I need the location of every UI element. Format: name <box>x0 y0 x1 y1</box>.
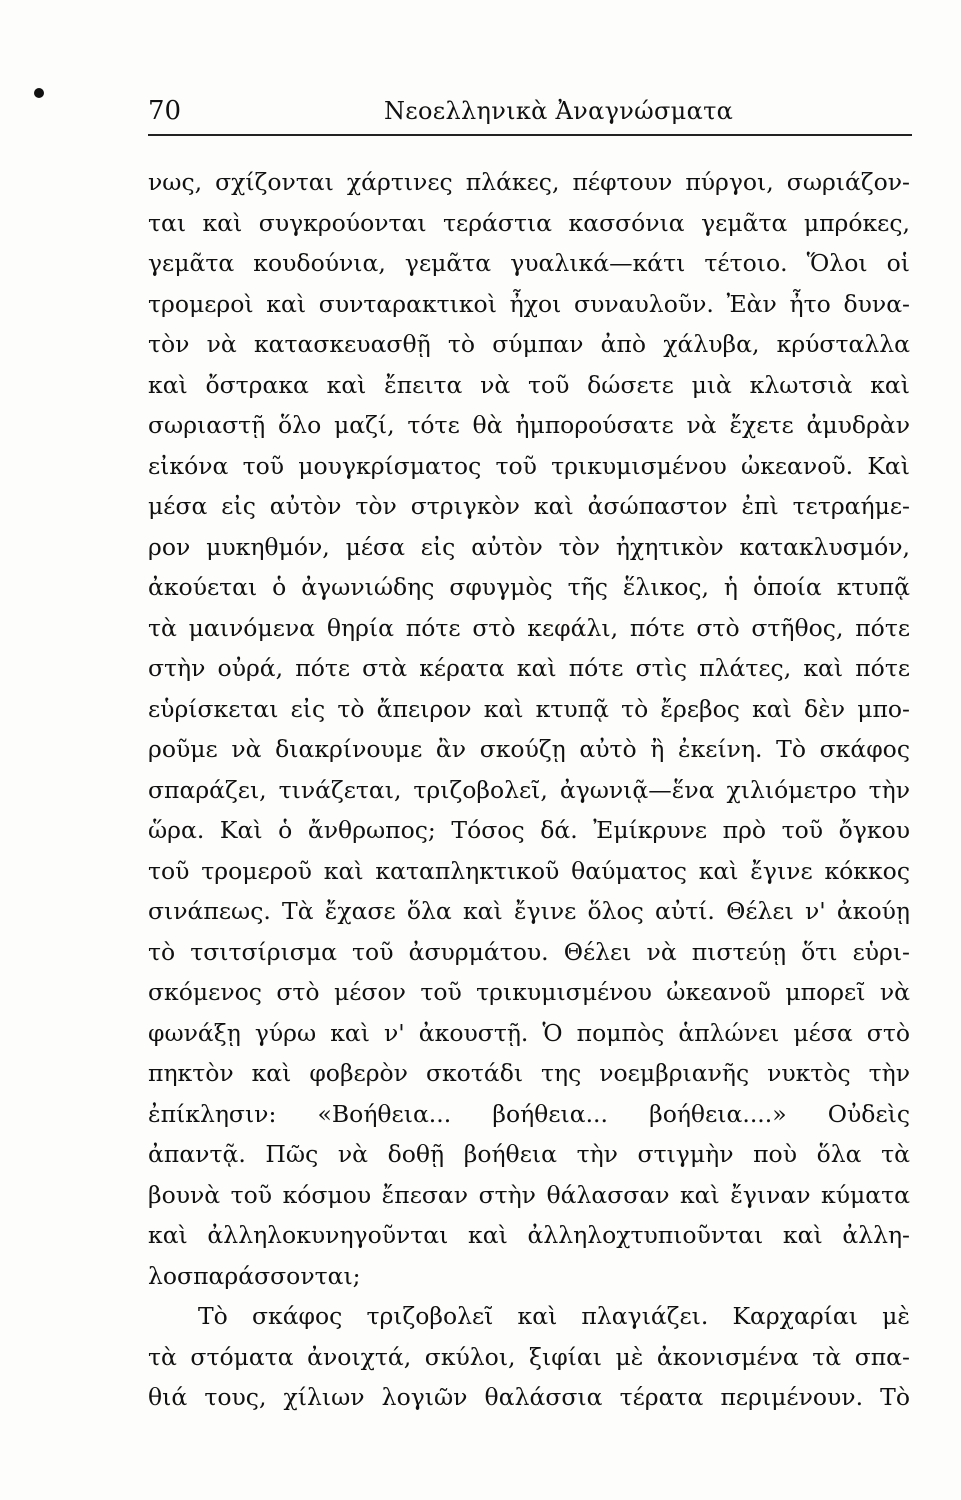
text-line: λοσπαράσσονται; <box>148 1261 361 1290</box>
running-title: Νεοελληνικὰ Ἀναγνώσματα <box>384 97 734 125</box>
text-line: εὑρίσκεται εἰς τὸ ἄπειρον καὶ κτυπᾷ τὸ ἔρεβος καὶ δὲν μπο- <box>148 694 910 723</box>
text-line: Τὸ σκάφος τριζοβολεῖ καὶ πλαγιάζει. Καρχαρίαι μὲ <box>198 1302 910 1330</box>
text-line: στὴν οὐρά, πότε στὰ κέρατα καὶ πότε στὶς πλάτες, καὶ πότε <box>148 654 910 682</box>
text-line: τὸ τσιτσίρισμα τοῦ ἀσυρμάτου. Θέλει νὰ πιστεύῃ ὅτι εὑρι- <box>148 937 910 966</box>
page-header <box>148 94 910 128</box>
text-line: καὶ ἀλληλοκυνηγοῦνται καὶ ἀλληλοχτυπιοῦνται καὶ ἀλλη- <box>148 1221 910 1249</box>
text-line: τὸν νὰ κατασκευασθῇ τὸ σύμπαν ἀπὸ χάλυβα, κρύσταλλα <box>148 330 910 358</box>
text-line: τὰ στόματα ἀνοιχτά, σκύλοι, ξιφίαι μὲ ἀκονισμένα τὰ σπα- <box>148 1342 910 1371</box>
text-line: ται καὶ συγκρούονται τεράστια κασσόνια γεμᾶτα μπρόκες, <box>148 208 910 237</box>
text-line: ἀκούεται ὁ ἀγωνιώδης σφυγμὸς τῆς ἕλικος, ἡ ὁποία κτυπᾷ <box>148 573 910 601</box>
text-line: σωριαστῇ ὅλο μαζί, τότε θὰ ἠμπορούσατε νὰ ἔχετε ἀμυδρὰν <box>148 411 910 439</box>
text-line: τὰ μαινόμενα θηρία πότε στὸ κεφάλι, πότε στὸ στῆθος, πότε <box>148 613 910 642</box>
text-line: τρομεροὶ καὶ συνταρακτικοὶ ἦχοι συναυλοῦν. Ἐὰν ἦτο δυνα- <box>148 289 910 318</box>
text-line: τοῦ τρομεροῦ καὶ καταπληκτικοῦ θαύματος καὶ ἔγινε κόκκος <box>148 856 910 885</box>
header-rule <box>148 134 912 136</box>
text-line: μέσα εἰς αὐτὸν τὸν στριγκὸν καὶ ἀσώπαστον ἐπὶ τετραήμε- <box>148 492 910 520</box>
text-line: ἐπίκλησιν: «Βοήθεια... βοήθεια... βοήθεια....» Οὐδεὶς <box>148 1099 910 1128</box>
text-line: σκόμενος στὸ μέσον τοῦ τρικυμισμένου ὠκεανοῦ μπορεῖ νὰ <box>148 978 910 1006</box>
body-text <box>148 162 910 1418</box>
text-line: νως, σχίζονται χάρτινες πλάκες, πέφτουν πύργοι, σωριάζον- <box>148 168 910 196</box>
margin-dot <box>34 88 44 98</box>
text-line: ὥρα. Καὶ ὁ ἄνθρωπος; Τόσος δά. Ἐμίκρυνε πρὸ τοῦ ὄγκου <box>148 816 910 844</box>
text-line: βουνὰ τοῦ κόσμου ἔπεσαν στὴν θάλασσαν καὶ ἔγιναν κύματα <box>148 1180 910 1209</box>
text-line: ροῦμε νὰ διακρίνουμε ἂν σκούζῃ αὐτὸ ἢ ἐκείνη. Τὸ σκάφος <box>148 735 910 763</box>
text-line: φωνάξῃ γύρω καὶ ν' ἀκουστῇ. Ὁ πομπὸς ἁπλώνει μέσα στὸ <box>148 1018 910 1047</box>
text-line: γεμᾶτα κουδούνια, γεμᾶτα γυαλικά—κάτι τέτοιο. Ὅλοι οἱ <box>148 249 910 277</box>
text-line: ἀπαντᾷ. Πῶς νὰ δοθῇ βοήθεια τὴν στιγμὴν ποὺ ὅλα τὰ <box>148 1140 910 1168</box>
text-line: σπαράζει, τινάζεται, τριζοβολεῖ, ἀγωνιᾷ—ἕνα χιλιόμετρο τὴν <box>148 775 910 804</box>
text-line: καὶ ὄστρακα καὶ ἔπειτα νὰ τοῦ δώσετε μιὰ κλωτσιὰ καὶ <box>148 370 910 399</box>
page-number: 70 <box>148 96 182 126</box>
text-line: σινάπεως. Τὰ ἔχασε ὅλα καὶ ἔγινε ὅλος αὐτί. Θέλει ν' ἀκούῃ <box>148 897 910 925</box>
text-line: πηκτὸν καὶ φοβερὸν σκοτάδι της νοεμβριανῆς νυκτὸς τὴν <box>148 1059 910 1087</box>
text-line: ρον μυκηθμόν, μέσα εἰς αὐτὸν τὸν ἠχητικὸν κατακλυσμόν, <box>148 532 910 561</box>
text-line: θιά τους, χίλιων λογιῶν θαλάσσια τέρατα περιμένουν. Τὸ <box>148 1383 910 1411</box>
text-line: εἰκόνα τοῦ μουγκρίσματος τοῦ τρικυμισμένου ὠκεανοῦ. Καὶ <box>148 451 910 480</box>
